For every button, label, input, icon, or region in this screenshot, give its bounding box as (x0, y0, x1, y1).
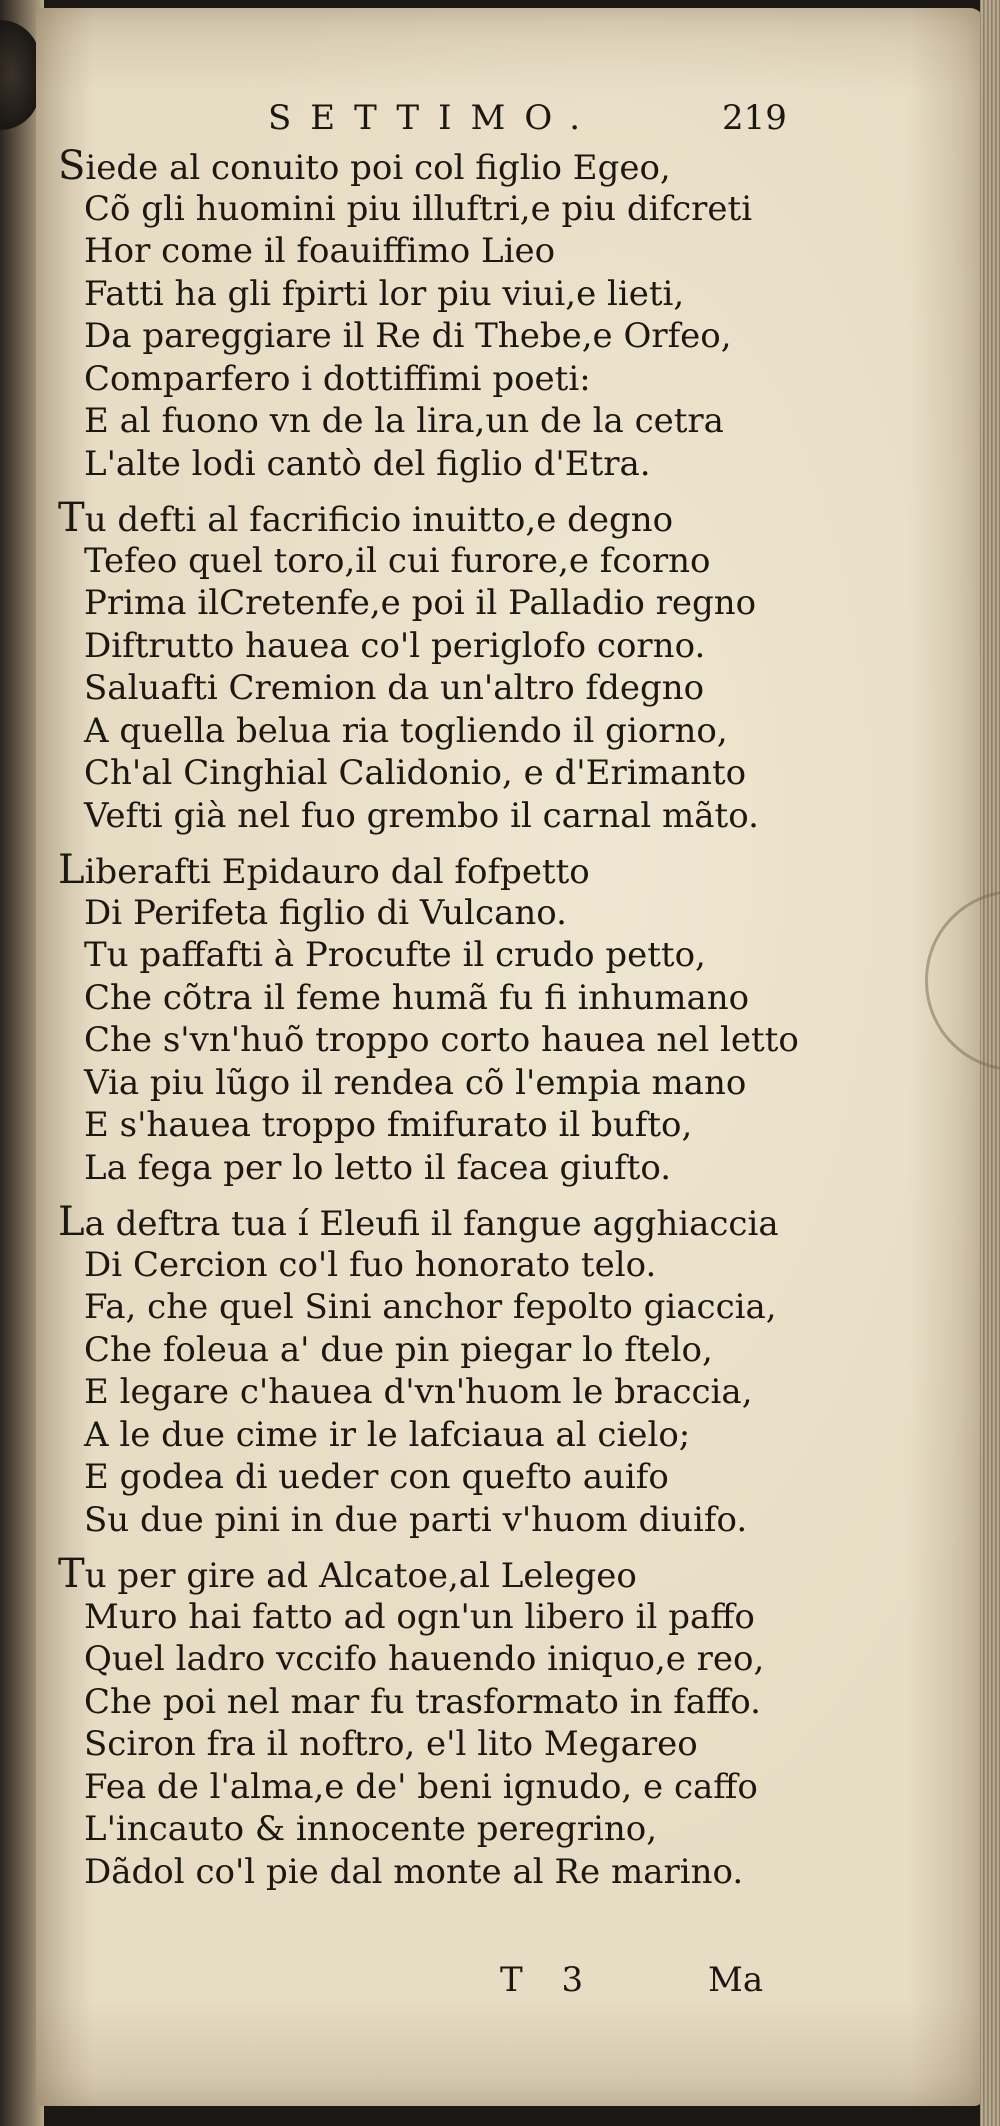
verse-line: Che foleua a' due pin piegar lo ftelo, (84, 1329, 713, 1370)
verse-line: Vefti già nel fuo grembo il carnal mãto. (84, 795, 759, 836)
verse-line: Dãdol co'l pie dal monte al Re marino. (84, 1851, 744, 1892)
stanza-first-line: Tu defti al facrificio inuitto,e degno (58, 495, 674, 541)
verse-line: Hor come il foauiffimo Lieo (84, 231, 556, 271)
verse-line: Cõ gli huomini piu illuftri,e piu difcreti (84, 188, 753, 229)
page-header (0, 98, 1000, 142)
verse-line: Tu paffafti à Procufte il crudo petto, (84, 935, 706, 975)
verse-line: E al fuono vn de la lira,un de la cetra (84, 401, 724, 441)
stanza-first-line: Liberafti Epidauro dal fofpetto (58, 847, 590, 893)
stanza-first-line: Siede al conuito poi col figlio Egeo, (58, 143, 671, 189)
verse-line: Su due pini in due parti v'huom diuifo. (84, 1499, 748, 1540)
verse-line: E s'hauea troppo fmifurato il bufto, (84, 1105, 693, 1145)
verse-line: L'alte lodi cantò del figlio d'Etra. (84, 443, 651, 484)
verse-line: E godea di ueder con quefto auifo (84, 1457, 669, 1497)
verse-line: Comparfero i dottiffimi poeti: (84, 358, 591, 399)
stanza (58, 497, 938, 837)
verse-line: Diftrutto hauea co'l periglofo corno. (84, 625, 706, 666)
verse-line: Di Perifeta figlio di Vulcano. (84, 892, 567, 933)
verse-line: Quel ladro vccifo hauendo iniquo,e reo, (84, 1639, 765, 1679)
verse-line: Fa, che quel Sini anchor fepolto giaccia, (84, 1287, 777, 1327)
verse-line: E legare c'hauea d'vn'huom le braccia, (84, 1372, 753, 1412)
stanza (58, 1201, 938, 1541)
stanza (58, 849, 938, 1189)
verse-line: Muro hai fatto ad ogn'un libero il paffo (84, 1596, 755, 1637)
signature-mark: T 3 (500, 1960, 598, 2000)
running-head: SETTIMO. (268, 98, 600, 138)
verse-line: A quella belua ria togliendo il giorno, (84, 710, 728, 751)
stanza-first-line: La deftra tua í Eleufi il fangue agghiaccia (58, 1199, 779, 1245)
verse-line: Fatti ha gli fpirti lor piu viui,e lieti, (84, 273, 685, 314)
verse-line: Di Cercion co'l fuo honorato telo. (84, 1244, 657, 1285)
verse-line: Sciron fra il noftro, e'l lito Megareo (84, 1724, 698, 1764)
verse-line: Che cõtra il feme humã fu fi inhumano (84, 977, 750, 1018)
catchword: Ma (708, 1960, 764, 2000)
verse-line: Da pareggiare il Re di Thebe,e Orfeo, (84, 316, 732, 356)
verse-line: A le due cime ir le lafciaua al cielo; (84, 1414, 691, 1455)
stanza-first-line: Tu per gire ad Alcatoe,al Lelegeo (58, 1551, 637, 1597)
poem-text (58, 145, 938, 1905)
verse-line: Che s'vn'huõ troppo corto hauea nel letto (84, 1020, 799, 1060)
page-footer (0, 1960, 1000, 2004)
stanza (58, 1553, 938, 1893)
verse-line: Via piu lũgo il rendea cõ l'empia mano (84, 1062, 747, 1103)
verse-line: Che poi nel mar fu trasformato in faffo. (84, 1681, 761, 1722)
stanza (58, 145, 938, 485)
verse-line: Prima ilCretenfe,e poi il Palladio regno (84, 583, 757, 623)
verse-line: La fega per lo letto il facea giufto. (84, 1147, 672, 1188)
verse-line: Saluafti Cremion da un'altro fdegno (84, 668, 705, 708)
verse-line: Fea de l'alma,e de' beni ignudo, e caffo (84, 1766, 758, 1807)
verse-line: Tefeo quel toro,il cui furore,e fcorno (84, 540, 711, 581)
page-number: 219 (722, 98, 787, 138)
verse-line: L'incauto & innocente peregrino, (84, 1809, 658, 1849)
verse-line: Ch'al Cinghial Calidonio, e d'Erimanto (84, 753, 747, 793)
